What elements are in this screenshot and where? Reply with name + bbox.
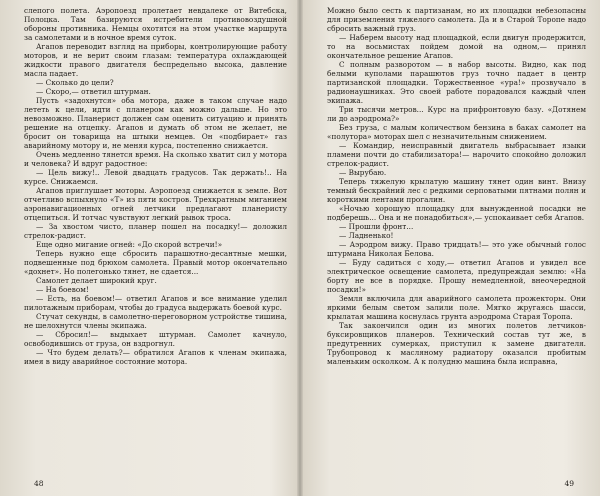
right-page-number: 49 [564,479,574,488]
paragraph: Без груза, с малым количеством бензина в баках самолет на «полутора» моторах шел с незначительным снижением. [327,123,586,141]
right-page [303,0,600,496]
paragraph: Стучат секунды, в самолетно-переговорном устройстве тишина, не шелохнутся члены экипажа. [24,312,287,330]
paragraph: — Буду садиться с ходу,— ответил Агапов и увидел все электрическое освещение самолета, предупреждая землю: «На борту не все в порядке. Прошу немедленной, внеочередной посадки!» [327,258,586,294]
paragraph: Так закончился один из многих полетов летчиков-буксировщиков планеров. Технический состав тут же, в предутренних сумерках, приступил к замене двигателя. Трубопровод к масляному радиатору оказался пробитым маленьким осколком. А к полудню машина была исправна, [327,321,586,366]
paragraph: Земля включила для аварийного самолета прожекторы. Они яркими белым светом залили поле. Мягко жругаясь шасси, крылатая машина коснулась грунта аэродрома Старая Торопа. [327,294,586,321]
paragraph: слепого полета. Аэропоезд пролетает невдалеке от Витебска, Полоцка. Там базируются истребители противовоздушной обороны противника. Немцы охотятся на этом участке маршрута за самолетами и в ночное время суток. [24,6,287,42]
paragraph: — Сколько до цели? [36,78,114,87]
paragraph: «Ночью хорошую площадку для вынужденной посадки не подберешь... Она и не понадобиться»,— успокаивает себя Агапов. [327,204,586,222]
paragraph: — Скоро,— ответил штурман. [36,87,151,96]
paragraph: Теперь нужно еще сбросить парашютно-десантные мешки, подвешенные под брюхом самолета. Правый мотор окончательно «дохнет». Но полегонько тянет, не сдается... [24,249,287,276]
paragraph: — Сбросил!— выдыхает штурман. Самолет качнуло, освободившись от груза, он вздрогнул. [24,330,287,348]
paragraph: — Наберем высоту над площадкой, если двигун продержится, то на восьмистах пойдем домой на одном,— принял окончательное решение Агапов. [327,33,586,60]
paragraph: Три тысячи метров... Курс на прифронтовую базу. «Дотянем ли до аэродрома?» [327,105,586,123]
right-page-text [327,6,586,468]
paragraph: Агапов переводит взгляд на приборы, контролирующие работу моторов, и не верит своим глазам: температура охлаждающей жидкости правого двигателя беспредельно высока, давление масла падает. [24,42,287,78]
paragraph: — На боевом! [36,285,89,294]
paragraph: — Вырубаю. [339,168,387,177]
left-page-number: 48 [34,479,44,488]
paragraph: Можно было сесть к партизанам, но их площадки небезопасны для приземления тяжелого самолета. Да и в Старой Торопе надо сбросить важный груз. [327,6,586,33]
paragraph: — Командир, неисправный двигатель выбрасывает языки пламени почти до стабилизатора!— нарочито спокойно доложил стрелок-радист. [327,141,586,168]
paragraph: Агапов приглушает моторы. Аэропоезд снижается к земле. Вот отчетливо вспыхнуло «Т» из пяти костров. Трехкратным миганием аэронавигационных огней летчики предлагают планеристу отцепиться. И тотчас чувствуют легкий рывок троса. [24,186,287,222]
paragraph: — Ладненько! [339,231,394,240]
paragraph: — Прошли фронт... [339,222,414,231]
paragraph: — Цель вижу!.. Левой двадцать градусов. Так держать!.. На курсе. Снижаемся. [24,168,287,186]
left-page-text [24,6,287,468]
paragraph: — Аэродром вижу. Право тридцать!— это уже обычный голос штурмана Николая Белова. [327,240,586,258]
paragraph: Пусть «задохнутся» оба мотора, даже в таком случае надо лететь к цели, идти с планером как можно дальше. Но это невозможно. Планерист должен сам оценить ситуацию и принять решение на отцепку. Агапов и думать об этом не желает, не бросит он товарища на штыки немцев. Он «подбирает» газ аварийному мотору и, не меняя курса, постепенно снижается. [24,96,287,150]
paragraph: С полным разворотом — в набор высоты. Видно, как под белыми куполами парашютов груз точно падает в центр партизанской площадки. Торжественное «ура!» прозвучало в радионаушниках. Это своей работе порадовался каждый член экипажа. [327,60,586,105]
paragraph: — Что будем делать?— обратился Агапов к членам экипажа, имея в виду аварийное состояние мотора. [24,348,287,366]
paragraph: Еще одно мигание огней: «До скорой встречи!» [36,240,223,249]
paragraph: — За хвостом чисто, планер пошел на посадку!— доложил стрелок-радист. [24,222,287,240]
paragraph: Теперь тяжелую крылатую машину тянет один винт. Внизу темный бескрайний лес с редкими серповатыми пятнами полян и короткими лентами прогалин. [327,177,586,204]
paragraph: Очень медленно тянется время. На сколько хватит сил у мотора и человека? И вдруг радостное: [24,150,287,168]
paragraph: — Есть, на боевом!— ответил Агапов и все внимание уделил пилотажным приборам, чтобы до градуса выдержать боевой курс. [24,294,287,312]
paragraph: Самолет делает широкий круг. [36,276,157,285]
left-page [0,0,297,496]
